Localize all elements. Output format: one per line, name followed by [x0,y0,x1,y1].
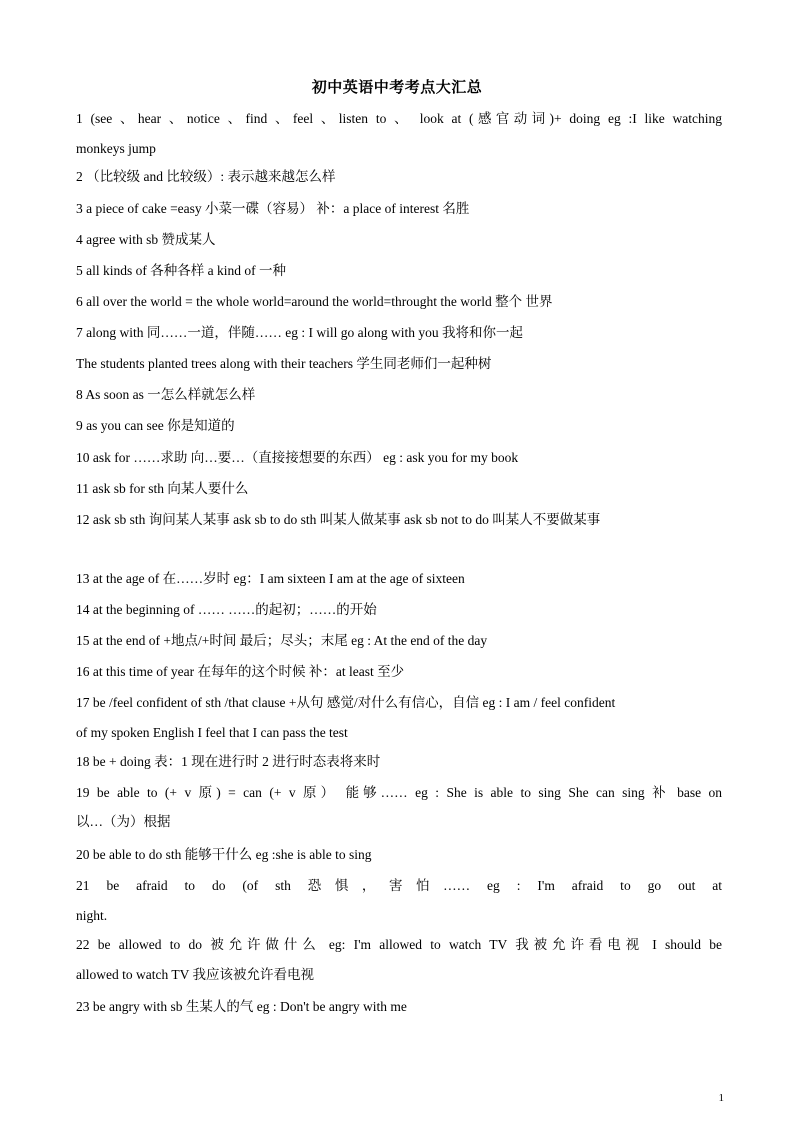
page-number: 1 [718,1092,724,1104]
text-line: 4 agree with sb 赞成某人 [76,232,216,247]
text-line: 5 all kinds of 各种各样 a kind of 一种 [76,263,286,278]
text-line: 15 at the end of +地点/+时间 最后；尽头；末尾 eg : At the end of the day [76,633,488,648]
text-line: 14 at the beginning of …… ……的起初；……的开始 [76,602,377,617]
text-line: of my spoken English I feel that I can pass the test [76,725,348,740]
text-line: 17 be /feel confident of sth /that clause +从句 感觉/对什么有信心，自信 eg : I am / feel confident [76,695,616,710]
text-line: 18 be + doing 表：1 现在进行时 2 进行时态表将来时 [76,754,381,769]
text-line: 22 be allowed to do 被允许做什么 eg: I'm allowed to watch TV 我被允许看电视 I should be [76,937,722,952]
text-line: 13 at the age of 在……岁时 eg：I am sixteen I am at the age of sixteen [76,571,465,586]
text-line: 23 be angry with sb 生某人的气 eg : Don't be angry with me [76,999,407,1014]
text-line: monkeys jump [76,141,156,156]
text-line: night. [76,908,108,923]
text-line: The students planted trees along with their teachers 学生同老师们一起种树 [76,356,492,371]
text-line: 1 (see 、hear 、notice 、find 、feel 、listen to 、 look at (感官动词)+ doing eg :I like watching [76,111,722,126]
text-line: 21 be afraid to do (of sth 恐惧，害怕…… eg : I'm afraid to go out at [76,878,722,893]
text-line: 以…（为）根据 [76,814,171,829]
text-line: 12 ask sb sth 询问某人某事 ask sb to do sth 叫某人做某事 ask sb not to do 叫某人不要做某事 [76,512,601,527]
text-line: 9 as you can see 你是知道的 [76,418,235,433]
text-line: 10 ask for ……求助 向…要…（直接接想要的东西） eg : ask you for my book [76,450,519,465]
text-line: 2 （比较级 and 比较级）: 表示越来越怎么样 [76,169,336,184]
page-title: 初中英语中考考点大汇总 [311,80,483,96]
text-line: allowed to watch TV 我应该被允许看电视 [76,967,314,982]
text-line: 7 along with 同……一道，伴随…… eg : I will go along with you 我将和你一起 [76,325,523,340]
text-line: 19 be able to (+ v 原) = can (+ v 原） 能够…… eg : She is able to sing She can sing 补 base on [76,785,722,800]
text-line: 16 at this time of year 在每年的这个时候 补：at least 至少 [76,664,405,679]
text-line: 20 be able to do sth 能够干什么 eg :she is able to sing [76,847,372,862]
text-line: 11 ask sb for sth 向某人要什么 [76,481,249,496]
text-line: 8 As soon as 一怎么样就怎么样 [76,387,256,402]
text-line: 6 all over the world = the whole world=around the world=throught the world 整个 世界 [76,294,553,309]
text-line: 3 a piece of cake =easy 小菜一碟（容易） 补：a place of interest 名胜 [76,201,470,216]
